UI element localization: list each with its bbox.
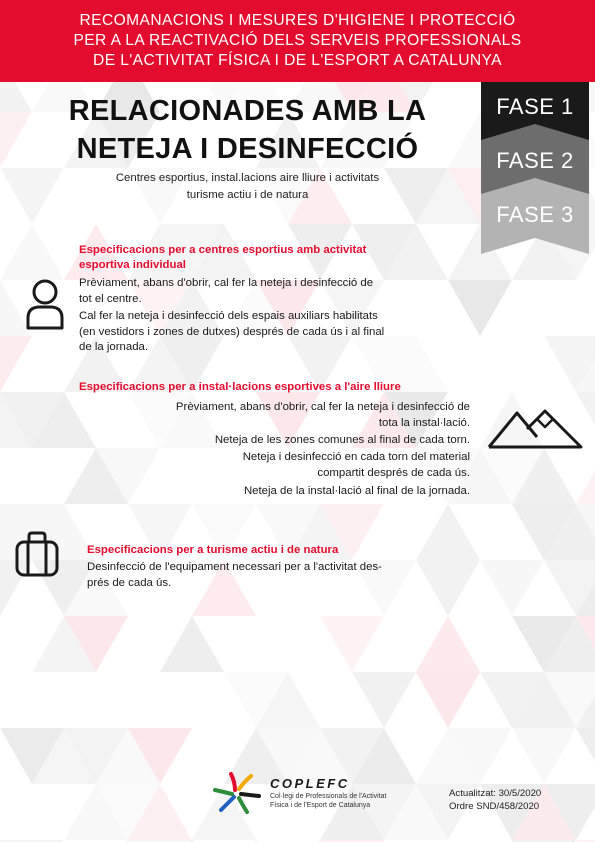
background-triangle — [416, 504, 480, 560]
background-triangle — [416, 672, 480, 728]
section-2-heading — [79, 380, 401, 395]
logo-wordmark: COPLEFC — [270, 776, 350, 791]
paragraph-line: tota la instal·lació. — [378, 416, 470, 429]
page-subtitle — [60, 170, 435, 204]
paragraph-line: Cal fer la neteja i desinfecció dels espais auxiliars habilitats — [79, 310, 378, 322]
paragraph-line: (en vestidors i zones de dutxes) després de cada ús i al final — [79, 325, 385, 338]
title-line: RELACIONADES AMB LA — [68, 95, 427, 127]
header-line: DE L'ACTIVITAT FÍSICA I DE L'ESPORT A CATALUNYA — [93, 52, 502, 69]
section-3-heading — [87, 543, 338, 558]
coplefc-star-logo-icon — [213, 770, 261, 816]
paragraph-line: de la jornada. — [79, 341, 149, 353]
section-1-paragraph-2 — [79, 309, 384, 356]
background-triangle — [576, 448, 595, 504]
heading-line: Especificacions per a centres esportius amb activitat — [79, 244, 367, 256]
heading-line: esportiva individual — [79, 259, 186, 271]
paragraph-line: Neteja de les zones comunes al final de cada torn. — [214, 434, 470, 446]
paragraph-line: compartit després de cada ús. — [317, 466, 470, 479]
header-line: PER A LA REACTIVACIÓ DELS SERVEIS PROFESSIONALS — [73, 32, 522, 49]
paragraph-line: Prèviament, abans d'obrir, cal fer la neteja i desinfecció de — [79, 277, 374, 289]
title-line: NETEJA I DESINFECCIÓ — [76, 133, 419, 165]
section-2-paragraph-1 — [60, 400, 470, 431]
header-banner — [0, 0, 595, 82]
paragraph-line: Neteja i desinfecció en cada torn del material — [242, 451, 470, 463]
section-3-paragraph-1 — [87, 560, 382, 591]
background-triangle — [416, 560, 480, 616]
background-triangle — [0, 168, 64, 224]
header-line: RECOMANACIONS I MESURES D'HIGIENE I PROTECCIÓ — [79, 12, 516, 29]
person-icon — [24, 278, 66, 332]
page-title — [30, 92, 465, 168]
background-triangle — [0, 112, 32, 168]
background-triangle — [416, 616, 480, 672]
paragraph-line: Desinfecció de l'equipament necessari per a l'activitat des- — [87, 561, 382, 573]
background-triangle — [480, 560, 544, 616]
heading-line: Especificacions per a turisme actiu i de natura — [87, 544, 339, 556]
background-triangle — [160, 616, 224, 672]
section-1-heading — [79, 243, 366, 273]
background-triangle — [0, 224, 64, 280]
phase-3-badge — [481, 178, 589, 254]
background-triangle — [352, 672, 416, 728]
paragraph-line: tot el centre. — [79, 292, 142, 305]
phase-2-label: FASE 2 — [496, 148, 574, 173]
logo-subtitle-line: Física i de l'Esport de Catalunya — [270, 802, 371, 809]
section-2-paragraph-3 — [60, 450, 470, 481]
logo-subtitle — [270, 792, 387, 810]
mountains-icon — [487, 405, 583, 449]
paragraph-line: prés de cada ús. — [87, 576, 172, 589]
subtitle-line: Centres esportius, instal.lacions aire lliure i activitats — [115, 172, 380, 184]
phase-3-label: FASE 3 — [496, 202, 574, 227]
background-triangle — [512, 728, 576, 784]
phase-1-label: FASE 1 — [496, 94, 574, 119]
background-triangle — [576, 728, 595, 784]
backpack-icon — [14, 530, 60, 578]
paragraph-line: Prèviament, abans d'obrir, cal fer la neteja i desinfecció de — [175, 401, 470, 413]
section-2-paragraph-2 — [60, 433, 470, 449]
updated-date: Actualitzat: 30/5/2020 — [449, 788, 542, 799]
section-2-paragraph-4 — [60, 484, 470, 500]
section-1-paragraph-1 — [79, 276, 373, 307]
background-triangle — [448, 280, 512, 336]
document-meta — [449, 788, 541, 813]
logo-subtitle-line: Col·legi de Professionals de l'Activitat — [270, 793, 387, 800]
order-reference: Ordre SND/458/2020 — [449, 800, 540, 812]
background-triangle — [320, 616, 384, 672]
heading-line: Especificacions per a instal·lacions esportives a l'aire lliure — [79, 381, 401, 393]
background-triangle — [0, 336, 32, 392]
paragraph-line: Neteja de la instal·lació al final de la jornada. — [243, 485, 470, 497]
subtitle-line: turisme actiu i de natura — [186, 189, 309, 201]
